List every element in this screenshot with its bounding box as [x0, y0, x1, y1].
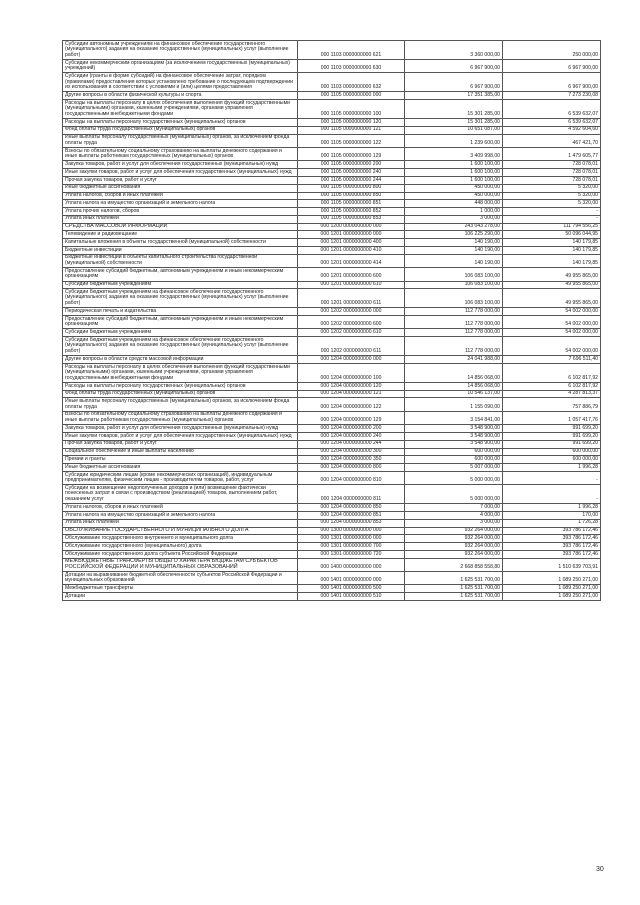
expense-name-cell: Прочая закупка товаров, работ и услуг — [63, 176, 298, 184]
approved-amount-cell: 932 264 000,00 — [405, 527, 503, 535]
budget-code-cell: 000 1301 0000000000 000 — [298, 535, 405, 543]
expense-name-cell: Уплата иных платежей — [63, 215, 298, 223]
approved-amount-cell: 5 000 000,00 — [405, 485, 503, 504]
table-row — [63, 200, 601, 208]
expense-name-cell: Субсидии (гранты в форме субсидий) на финансовое обеспечение затрат, порядком (правилами) предоставления которых установлено требование о последующем подтверждении их использования в соответствии с условиями и (или) целями предоставления — [63, 73, 298, 92]
executed-amount-cell: 728 078,01 — [503, 169, 601, 177]
executed-amount-cell: 393 786 172,46 — [503, 543, 601, 551]
budget-code-cell: 000 1204 0000000000 200 — [298, 425, 405, 433]
table-row — [63, 527, 601, 535]
approved-amount-cell: 106 083 100,00 — [405, 268, 503, 281]
table-row — [63, 134, 601, 147]
executed-amount-cell: 600 000,00 — [503, 456, 601, 464]
expense-name-cell: Другие вопросы в области физической культуры и спорта — [63, 92, 298, 100]
expense-name-cell: Капитальные вложения в объекты государственной (муниципальной) собственности — [63, 239, 298, 247]
budget-code-cell: 000 1204 0000000000 244 — [298, 440, 405, 448]
approved-amount-cell: 6 967 900,00 — [405, 73, 503, 92]
expense-name-cell: Расходы на выплаты персоналу государственных (муниципальных) органов — [63, 119, 298, 127]
approved-amount-cell: 7 000,00 — [405, 504, 503, 512]
executed-amount-cell: 5 320,00 — [503, 192, 601, 200]
executed-amount-cell: 4 592 604,60 — [503, 126, 601, 134]
expense-name-cell: Предоставление субсидий бюджетным, автономным учреждениям и иным некоммерческим организациям — [63, 268, 298, 281]
expense-name-cell: Иные выплаты персоналу государственных (муниципальных) органов, за исключением фонда оплаты труда — [63, 134, 298, 147]
budget-code-cell: 000 1201 0000000000 600 — [298, 268, 405, 281]
executed-amount-cell: 170,00 — [503, 512, 601, 520]
expense-name-cell: МЕЖБЮДЖЕТНЫЕ ТРАНСФЕРТЫ ОБЩЕГО ХАРАКТЕРА БЮДЖЕТАМ СУБЪЕКТОВ РОССИЙСКОЙ ФЕДЕРАЦИИ И МУНИЦИПАЛЬНЫХ ОБРАЗОВАНИЙ — [63, 558, 298, 571]
expense-name-cell: СРЕДСТВА МАССОВОЙ ИНФОРМАЦИИ — [63, 223, 298, 231]
approved-amount-cell: 1 155 090,00 — [405, 398, 503, 411]
budget-code-cell: 000 1201 0000000000 610 — [298, 281, 405, 289]
approved-amount-cell: 17 351 385,00 — [405, 92, 503, 100]
table-row — [63, 543, 601, 551]
expense-name-cell: Субсидии автономным учреждениям на финансовое обеспечение государственного (муниципального) задания на оказание государственных (муниципальных) услуг (выполнение работ) — [63, 41, 298, 60]
table-row — [63, 308, 601, 316]
expense-name-cell: Дотации на выравнивание бюджетной обеспеченности субъектов Российской Федерации и муниципальных образований — [63, 572, 298, 585]
expense-name-cell: Субсидии юридическим лицам (кроме некоммерческих организаций), индивидуальным предпринимателям, физическим лицам - производителям товаров, работ, услуг — [63, 471, 298, 484]
table-row — [63, 337, 601, 356]
approved-amount-cell: 140 190,00 — [405, 254, 503, 267]
expense-name-cell: Уплата налога на имущество организаций и земельного налога — [63, 512, 298, 520]
expense-name-cell: Обслуживание государственного (муниципального) долга — [63, 543, 298, 551]
approved-amount-cell: 3 000,00 — [405, 519, 503, 527]
table-row — [63, 184, 601, 192]
expense-name-cell: Расходы на выплаты персоналу в целях обеспечения выполнения функций государственными (муниципальными) органами, казенными учреждениями, органами управления государственными внебюджетными фондами — [63, 100, 298, 119]
approved-amount-cell: 112 778 000,00 — [405, 308, 503, 316]
expense-name-cell: Закупка товаров, работ и услуг для обеспечения государственных (муниципальных) нужд — [63, 161, 298, 169]
approved-amount-cell: 3 548 900,00 — [405, 433, 503, 441]
budget-code-cell: 000 1105 0000000000 120 — [298, 119, 405, 127]
expense-name-cell: Иные бюджетные ассигнования — [63, 464, 298, 472]
budget-code-cell: 000 1201 0000000000 400 — [298, 239, 405, 247]
budget-table-body — [63, 41, 601, 601]
approved-amount-cell: 1 600 100,00 — [405, 169, 503, 177]
budget-code-cell: 000 1204 0000000000 129 — [298, 411, 405, 424]
budget-code-cell: 000 1201 0000000000 414 — [298, 254, 405, 267]
budget-code-cell: 000 1105 0000000000 240 — [298, 169, 405, 177]
approved-amount-cell: 1 625 531 700,00 — [405, 585, 503, 593]
budget-code-cell: 000 1202 0000000000 600 — [298, 316, 405, 329]
table-row — [63, 231, 601, 239]
table-row — [63, 363, 601, 382]
executed-amount-cell: 991 699,20 — [503, 440, 601, 448]
budget-code-cell: 000 1202 0000000000 611 — [298, 337, 405, 356]
approved-amount-cell: 3 409 998,00 — [405, 148, 503, 161]
executed-amount-cell: 4 287 813,37 — [503, 390, 601, 398]
expense-name-cell: Прочая закупка товаров, работ и услуг — [63, 440, 298, 448]
expense-name-cell: Уплата прочих налогов, сборов — [63, 208, 298, 216]
executed-amount-cell: 6 967 900,00 — [503, 73, 601, 92]
expense-name-cell: Иные закупки товаров, работ и услуг для обеспечения государственных (муниципальных) нужд — [63, 433, 298, 441]
executed-amount-cell: 54 002 000,00 — [503, 337, 601, 356]
table-row — [63, 440, 601, 448]
approved-amount-cell: 3 360 000,00 — [405, 41, 503, 60]
budget-code-cell: 000 1105 0000000000 851 — [298, 200, 405, 208]
executed-amount-cell: 600 000,00 — [503, 448, 601, 456]
expense-name-cell: Субсидии на возмещение недополученных доходов и (или) возмещение фактически понесенных затрат в связи с производством (реализацией) товаров, выполнением работ, оказанием услуг — [63, 485, 298, 504]
table-row — [63, 73, 601, 92]
table-row — [63, 448, 601, 456]
approved-amount-cell: 112 778 000,00 — [405, 337, 503, 356]
budget-table — [62, 40, 601, 601]
approved-amount-cell: 600 000,00 — [405, 456, 503, 464]
approved-amount-cell: 5 007 000,00 — [405, 464, 503, 472]
table-row — [63, 100, 601, 119]
approved-amount-cell: 14 856 068,00 — [405, 382, 503, 390]
budget-code-cell: 000 1105 0000000000 000 — [298, 92, 405, 100]
executed-amount-cell: 393 786 172,46 — [503, 550, 601, 558]
expense-name-cell: Уплата иных платежей — [63, 519, 298, 527]
approved-amount-cell: 106 225 290,00 — [405, 231, 503, 239]
expense-name-cell: Уплата налога на имущество организаций и земельного налога — [63, 200, 298, 208]
budget-code-cell: 000 1105 0000000000 853 — [298, 215, 405, 223]
approved-amount-cell: 932 264 000,00 — [405, 550, 503, 558]
budget-code-cell: 000 1103 0000000000 632 — [298, 73, 405, 92]
table-row — [63, 519, 601, 527]
budget-code-cell: 000 1105 0000000000 244 — [298, 176, 405, 184]
executed-amount-cell: 54 002 000,00 — [503, 308, 601, 316]
approved-amount-cell: 3 548 900,00 — [405, 425, 503, 433]
approved-amount-cell: 1 625 531 700,00 — [405, 572, 503, 585]
executed-amount-cell: 49 955 865,00 — [503, 281, 601, 289]
budget-code-cell: 000 1105 0000000000 129 — [298, 148, 405, 161]
executed-amount-cell: 49 955 865,00 — [503, 289, 601, 308]
executed-amount-cell: 140 179,85 — [503, 239, 601, 247]
approved-amount-cell: 10 651 087,00 — [405, 126, 503, 134]
budget-code-cell: 000 1204 0000000000 100 — [298, 363, 405, 382]
approved-amount-cell: 932 264 000,00 — [405, 543, 503, 551]
table-row — [63, 433, 601, 441]
table-row — [63, 223, 601, 231]
budget-code-cell: 000 1300 0000000000 000 — [298, 527, 405, 535]
budget-code-cell: 000 1105 0000000000 100 — [298, 100, 405, 119]
budget-code-cell: 000 1301 0000000000 700 — [298, 543, 405, 551]
executed-amount-cell: 250 000,00 — [503, 41, 601, 60]
expense-name-cell: Дотации — [63, 593, 298, 601]
executed-amount-cell: - — [503, 471, 601, 484]
approved-amount-cell: 106 083 100,00 — [405, 289, 503, 308]
approved-amount-cell: 24 041 988,00 — [405, 356, 503, 364]
budget-code-cell: 000 1204 0000000000 850 — [298, 504, 405, 512]
expense-name-cell: Иные бюджетные ассигнования — [63, 184, 298, 192]
budget-code-cell: 000 1204 0000000000 120 — [298, 382, 405, 390]
budget-code-cell: 000 1105 0000000000 800 — [298, 184, 405, 192]
table-row — [63, 281, 601, 289]
expense-name-cell: Периодическая печать и издательства — [63, 308, 298, 316]
table-row — [63, 208, 601, 216]
expense-name-cell: Уплата налогов, сборов и иных платежей — [63, 192, 298, 200]
executed-amount-cell: 140 179,85 — [503, 254, 601, 267]
budget-code-cell: 000 1204 0000000000 853 — [298, 519, 405, 527]
approved-amount-cell: 3 154 841,00 — [405, 411, 503, 424]
table-row — [63, 254, 601, 267]
expense-name-cell: Обслуживание государственного долга субъекта Российской Федерации — [63, 550, 298, 558]
approved-amount-cell: 140 190,00 — [405, 246, 503, 254]
table-row — [63, 239, 601, 247]
executed-amount-cell: 5 320,00 — [503, 184, 601, 192]
approved-amount-cell: 2 668 858 558,80 — [405, 558, 503, 571]
table-row — [63, 176, 601, 184]
table-row — [63, 471, 601, 484]
executed-amount-cell: 49 955 865,00 — [503, 268, 601, 281]
executed-amount-cell: 54 002 000,00 — [503, 316, 601, 329]
approved-amount-cell: 10 546 137,00 — [405, 390, 503, 398]
table-row — [63, 119, 601, 127]
table-row — [63, 535, 601, 543]
table-row — [63, 356, 601, 364]
approved-amount-cell: 112 778 000,00 — [405, 316, 503, 329]
executed-amount-cell: 7 696 511,40 — [503, 356, 601, 364]
expense-name-cell: Уплата налогов, сборов и иных платежей — [63, 504, 298, 512]
executed-amount-cell: 1 057 417,76 — [503, 411, 601, 424]
expense-name-cell: Расходы на выплаты персоналу в целях обеспечения выполнения функций государственными (муниципальными) органами, казенными учреждениями, органами управления государственными внебюджетными фондами — [63, 363, 298, 382]
executed-amount-cell: 1 510 639 703,91 — [503, 558, 601, 571]
table-row — [63, 161, 601, 169]
budget-code-cell: 000 1105 0000000000 122 — [298, 134, 405, 147]
budget-code-cell: 000 1201 0000000000 611 — [298, 289, 405, 308]
approved-amount-cell: 112 778 000,00 — [405, 329, 503, 337]
approved-amount-cell: 15 301 285,00 — [405, 100, 503, 119]
budget-code-cell: 000 1202 0000000000 000 — [298, 308, 405, 316]
expense-name-cell: Межбюджетные трансферты — [63, 585, 298, 593]
expense-name-cell: Субсидии бюджетным учреждениям — [63, 281, 298, 289]
approved-amount-cell: 14 856 068,00 — [405, 363, 503, 382]
approved-amount-cell: 3 548 900,00 — [405, 440, 503, 448]
expense-name-cell: Телевидение и радиовещание — [63, 231, 298, 239]
executed-amount-cell: 6 539 632,07 — [503, 100, 601, 119]
budget-code-cell: 000 1105 0000000000 121 — [298, 126, 405, 134]
table-row — [63, 215, 601, 223]
table-row — [63, 92, 601, 100]
table-row — [63, 512, 601, 520]
executed-amount-cell: 393 786 172,46 — [503, 527, 601, 535]
expense-name-cell: Расходы на выплаты персоналу государственных (муниципальных) органов — [63, 382, 298, 390]
executed-amount-cell: 54 002 000,00 — [503, 329, 601, 337]
executed-amount-cell: - — [503, 215, 601, 223]
table-row — [63, 126, 601, 134]
approved-amount-cell: 106 083 100,00 — [405, 281, 503, 289]
table-row — [63, 585, 601, 593]
executed-amount-cell: 140 179,85 — [503, 246, 601, 254]
executed-amount-cell: 728 078,01 — [503, 176, 601, 184]
budget-code-cell: 000 1105 0000000000 850 — [298, 192, 405, 200]
approved-amount-cell: 15 301 285,00 — [405, 119, 503, 127]
executed-amount-cell: 991 699,20 — [503, 433, 601, 441]
budget-code-cell: 000 1105 0000000000 200 — [298, 161, 405, 169]
approved-amount-cell: 448 000,00 — [405, 200, 503, 208]
budget-code-cell: 000 1204 0000000000 300 — [298, 448, 405, 456]
budget-code-cell: 000 1204 0000000000 122 — [298, 398, 405, 411]
budget-code-cell: 000 1202 0000000000 610 — [298, 329, 405, 337]
table-row — [63, 485, 601, 504]
table-row — [63, 464, 601, 472]
executed-amount-cell: 111 794 556,25 — [503, 223, 601, 231]
approved-amount-cell: 5 000 000,00 — [405, 471, 503, 484]
expense-name-cell: Обслуживание государственного внутреннего и муниципального долга — [63, 535, 298, 543]
table-row — [63, 398, 601, 411]
approved-amount-cell: 4 000,00 — [405, 512, 503, 520]
expense-name-cell: Социальное обеспечение и иные выплаты населению — [63, 448, 298, 456]
executed-amount-cell: 393 786 172,46 — [503, 535, 601, 543]
budget-code-cell: 000 1401 0000000000 500 — [298, 585, 405, 593]
budget-code-cell: 000 1204 0000000000 000 — [298, 356, 405, 364]
budget-code-cell: 000 1201 0000000000 000 — [298, 231, 405, 239]
table-row — [63, 572, 601, 585]
expense-name-cell: Премии и гранты — [63, 456, 298, 464]
approved-amount-cell: 1 600 100,00 — [405, 161, 503, 169]
executed-amount-cell: 6 539 632,07 — [503, 119, 601, 127]
executed-amount-cell: 991 699,20 — [503, 425, 601, 433]
expense-name-cell: Предоставление субсидий бюджетным, автономным учреждениям и иным некоммерческим организациям — [63, 316, 298, 329]
budget-code-cell: 000 1204 0000000000 121 — [298, 390, 405, 398]
table-row — [63, 41, 601, 60]
expense-name-cell: Субсидии некоммерческим организациям (за исключением государственных (муниципальных) учреждений) — [63, 59, 298, 72]
table-row — [63, 316, 601, 329]
expense-name-cell: Фонд оплаты труда государственных (муниципальных) органов — [63, 126, 298, 134]
executed-amount-cell: 1 479 605,77 — [503, 148, 601, 161]
expense-name-cell: Закупка товаров, работ и услуг для обеспечения государственных (муниципальных) нужд — [63, 425, 298, 433]
budget-code-cell: 000 1204 0000000000 240 — [298, 433, 405, 441]
budget-code-cell: 000 1201 0000000000 410 — [298, 246, 405, 254]
executed-amount-cell: 1 996,28 — [503, 464, 601, 472]
approved-amount-cell: 450 000,00 — [405, 184, 503, 192]
executed-amount-cell: 757 886,79 — [503, 398, 601, 411]
expense-name-cell: Субсидии бюджетным учреждениям — [63, 329, 298, 337]
executed-amount-cell: 6 102 817,92 — [503, 382, 601, 390]
approved-amount-cell: 1 239 600,00 — [405, 134, 503, 147]
expense-name-cell: Субсидии бюджетным учреждениям на финансовое обеспечение государственного (муниципального) задания на оказание государственных (муниципальных) услуг (выполнение работ) — [63, 289, 298, 308]
budget-code-cell: 000 1400 0000000000 000 — [298, 558, 405, 571]
budget-code-cell: 000 1204 0000000000 851 — [298, 512, 405, 520]
executed-amount-cell: 6 967 900,00 — [503, 59, 601, 72]
table-row — [63, 192, 601, 200]
budget-code-cell: 000 1204 0000000000 350 — [298, 456, 405, 464]
approved-amount-cell: 243 043 278,00 — [405, 223, 503, 231]
table-row — [63, 289, 601, 308]
expense-name-cell: Взносы по обязательному социальному страхованию на выплаты денежного содержания и иные выплаты работникам государственных (муниципальных) органов — [63, 411, 298, 424]
approved-amount-cell: 1 625 531 700,00 — [405, 593, 503, 601]
budget-code-cell: 000 1301 0000000000 720 — [298, 550, 405, 558]
table-row — [63, 59, 601, 72]
expense-name-cell: Бюджетные инвестиции в объекты капитального строительства государственной (муниципальной) собственности — [63, 254, 298, 267]
budget-code-cell: 000 1204 0000000000 810 — [298, 471, 405, 484]
table-row — [63, 246, 601, 254]
table-row — [63, 558, 601, 571]
budget-code-cell: 000 1401 0000000000 510 — [298, 593, 405, 601]
executed-amount-cell: - — [503, 485, 601, 504]
executed-amount-cell: 6 102 817,92 — [503, 363, 601, 382]
table-row — [63, 425, 601, 433]
expense-name-cell: Бюджетные инвестиции — [63, 246, 298, 254]
table-row — [63, 390, 601, 398]
table-row — [63, 382, 601, 390]
expense-name-cell: Иные закупки товаров, работ и услуг для обеспечения государственных (муниципальных) нужд — [63, 169, 298, 177]
budget-code-cell: 000 1105 0000000000 852 — [298, 208, 405, 216]
budget-code-cell: 000 1204 0000000000 811 — [298, 485, 405, 504]
approved-amount-cell: 3 000,00 — [405, 215, 503, 223]
expense-name-cell: Фонд оплаты труда государственных (муниципальных) органов — [63, 390, 298, 398]
page-number: 30 — [596, 866, 604, 873]
budget-code-cell: 000 1103 0000000000 621 — [298, 41, 405, 60]
table-row — [63, 504, 601, 512]
approved-amount-cell: 140 190,00 — [405, 239, 503, 247]
executed-amount-cell: 1 089 250 271,00 — [503, 572, 601, 585]
table-row — [63, 550, 601, 558]
expense-name-cell: ОБСЛУЖИВАНИЕ ГОСУДАРСТВЕННОГО И МУНИЦИПАЛЬНОГО ДОЛГА — [63, 527, 298, 535]
expense-name-cell: Взносы по обязательному социальному страхованию на выплаты денежного содержания и иные выплаты работникам государственных (муниципальных) органов — [63, 148, 298, 161]
budget-code-cell: 000 1204 0000000000 800 — [298, 464, 405, 472]
executed-amount-cell: 467 421,70 — [503, 134, 601, 147]
approved-amount-cell: 932 264 000,00 — [405, 535, 503, 543]
executed-amount-cell: 5 320,00 — [503, 200, 601, 208]
budget-code-cell: 000 1200 0000000000 000 — [298, 223, 405, 231]
table-row — [63, 268, 601, 281]
table-row — [63, 329, 601, 337]
executed-amount-cell: 50 096 044,95 — [503, 231, 601, 239]
table-row — [63, 456, 601, 464]
executed-amount-cell: 1 996,28 — [503, 504, 601, 512]
executed-amount-cell: 1 726,28 — [503, 519, 601, 527]
executed-amount-cell: 1 089 250 271,00 — [503, 585, 601, 593]
table-row — [63, 411, 601, 424]
budget-code-cell: 000 1401 0000000000 000 — [298, 572, 405, 585]
executed-amount-cell: 1 089 250 271,00 — [503, 593, 601, 601]
table-row — [63, 593, 601, 601]
executed-amount-cell: 728 078,01 — [503, 161, 601, 169]
approved-amount-cell: 450 000,00 — [405, 192, 503, 200]
approved-amount-cell: 1 000,00 — [405, 208, 503, 216]
approved-amount-cell: 1 600 100,00 — [405, 176, 503, 184]
executed-amount-cell: - — [503, 208, 601, 216]
expense-name-cell: Другие вопросы в области средств массовой информации — [63, 356, 298, 364]
executed-amount-cell: 7 273 230,08 — [503, 92, 601, 100]
expense-name-cell: Субсидии бюджетным учреждениям на финансовое обеспечение государственного (муниципального) задания на оказание государственных (муниципальных) услуг (выполнение работ) — [63, 337, 298, 356]
budget-code-cell: 000 1103 0000000000 630 — [298, 59, 405, 72]
approved-amount-cell: 6 967 900,00 — [405, 59, 503, 72]
table-row — [63, 169, 601, 177]
table-row — [63, 148, 601, 161]
expense-name-cell: Иные выплаты персоналу государственных (муниципальных) органов, за исключением фонда оплаты труда — [63, 398, 298, 411]
approved-amount-cell: 600 000,00 — [405, 448, 503, 456]
